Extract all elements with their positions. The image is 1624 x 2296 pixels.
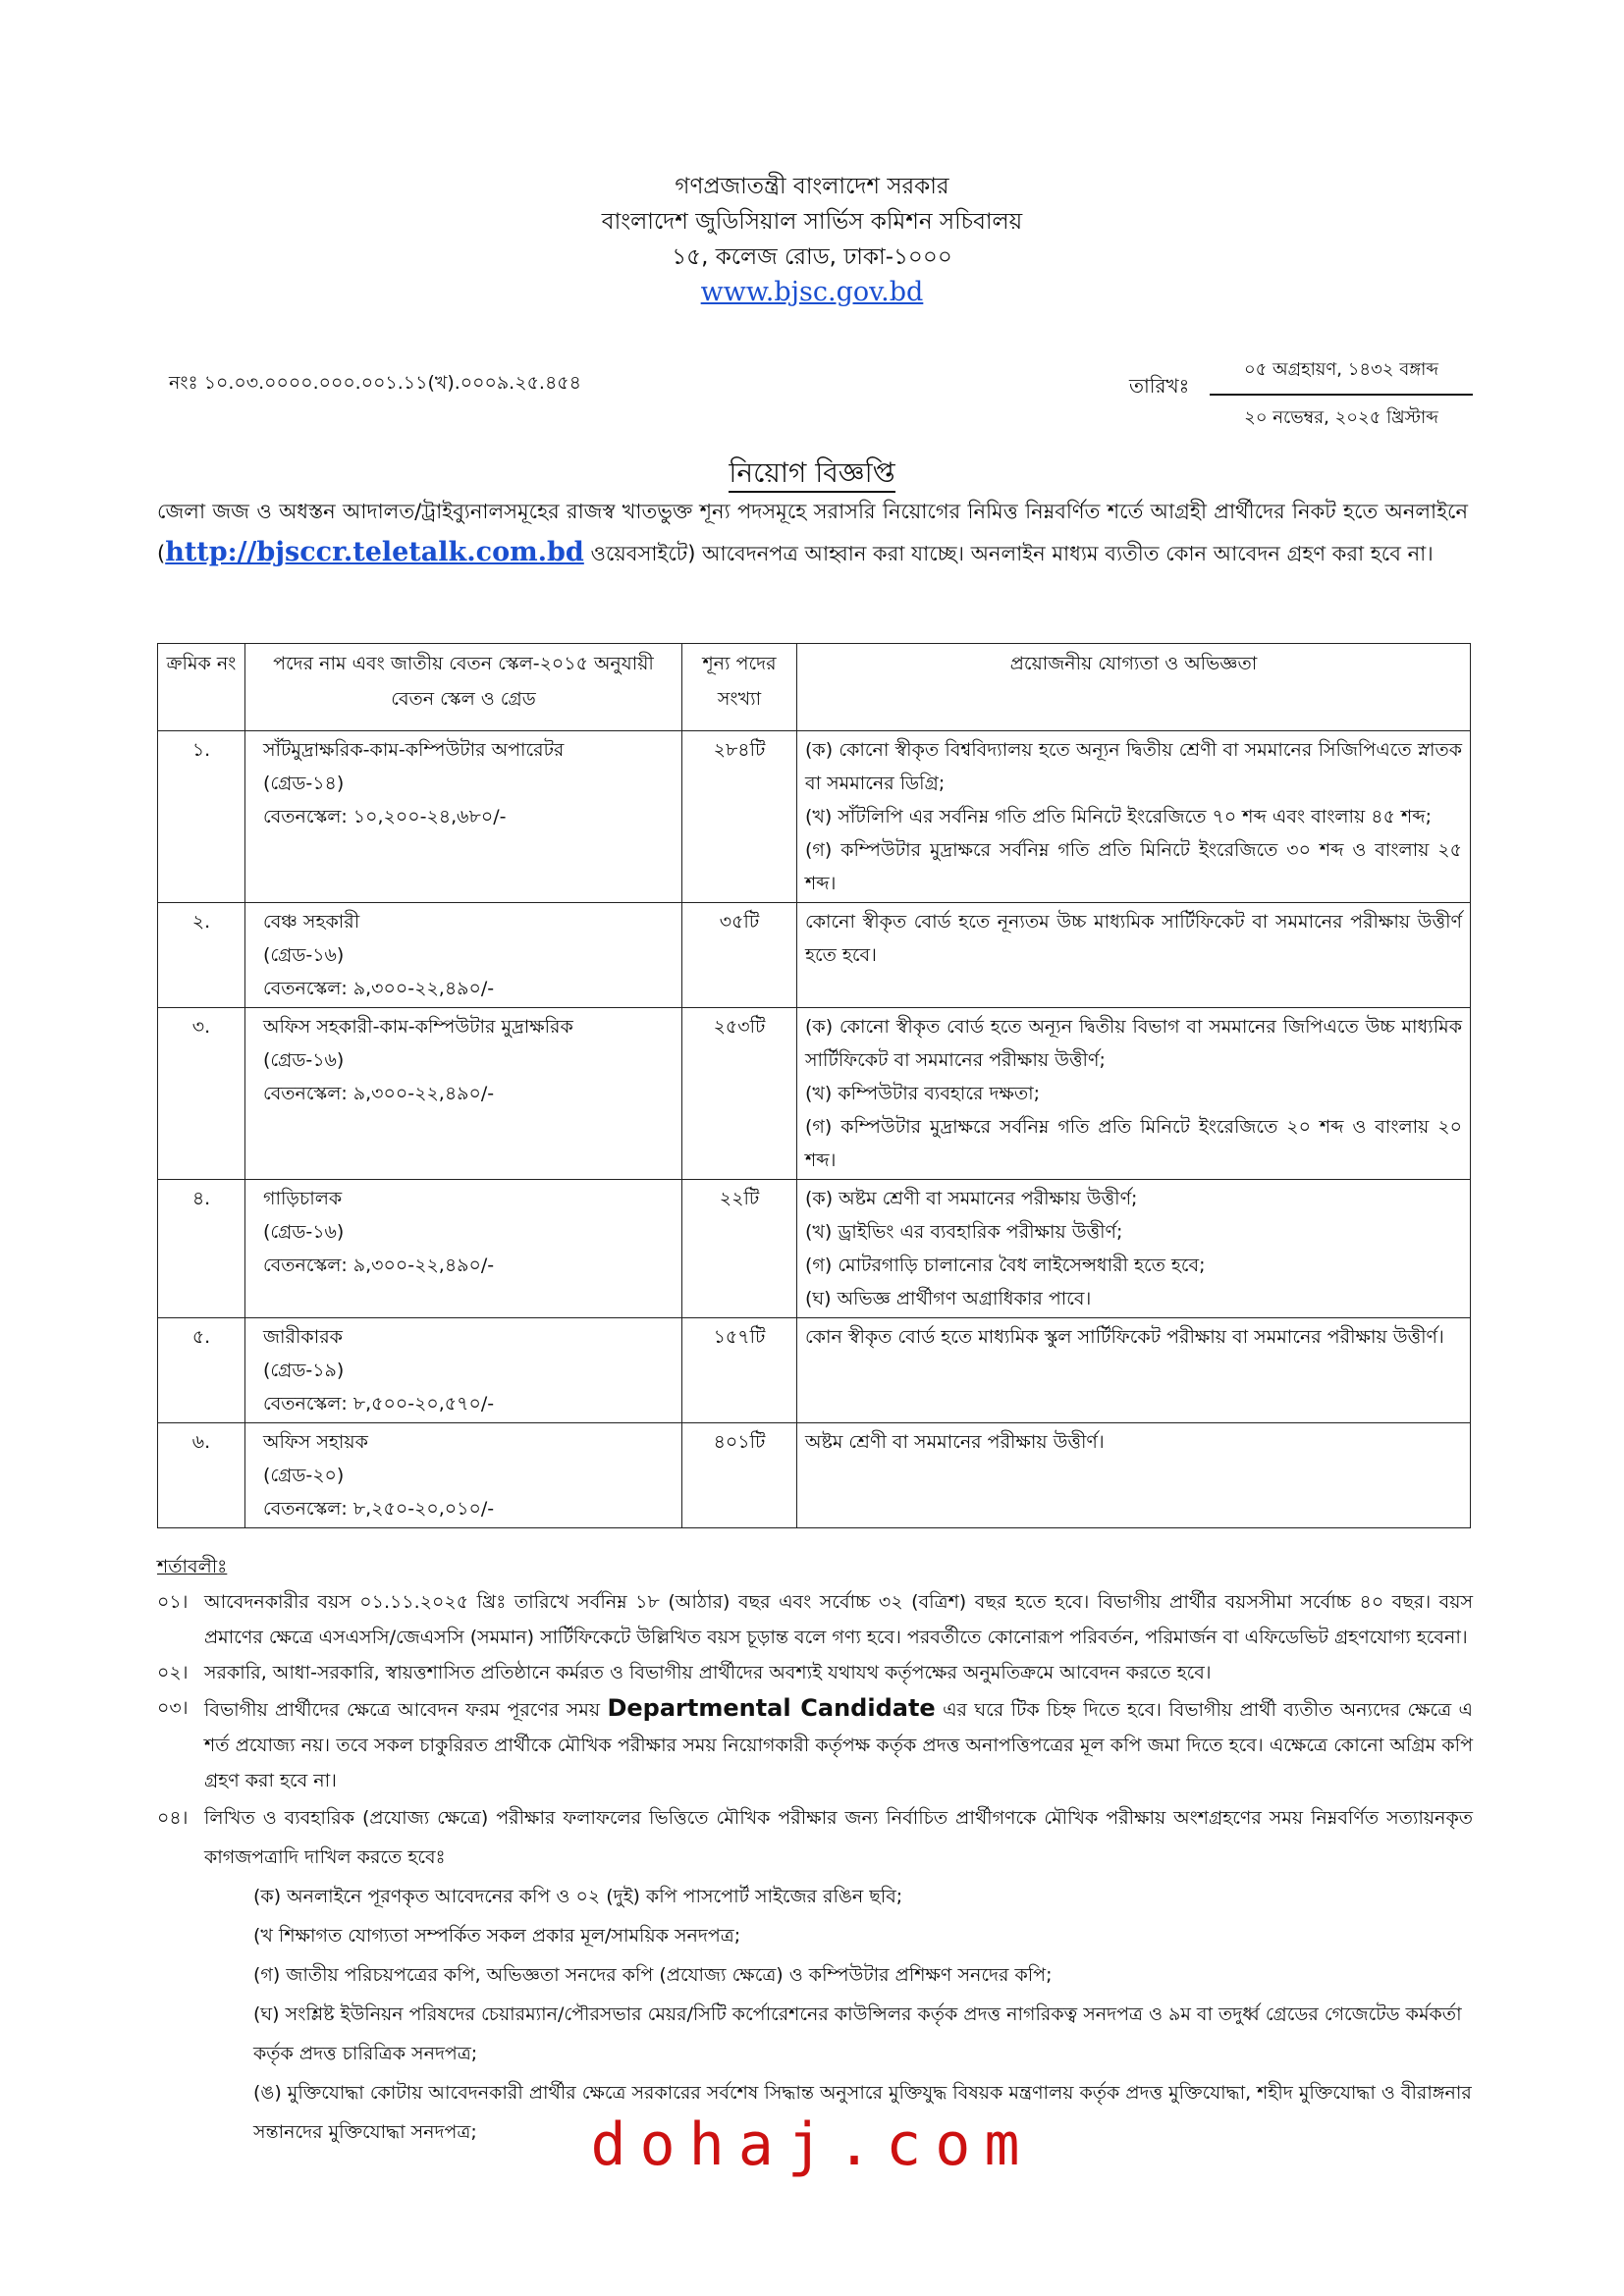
term-item [157,1798,1473,1877]
row-vacancy-count: ২৫৩টি [682,1008,797,1180]
row-serial: ৪. [158,1180,245,1318]
post-name: সাঁটমুদ্রাক্ষরিক-কাম-কম্পিউটার অপারেটর [263,739,565,761]
term-text: সরকারি, আধা-সরকারি, স্বায়ত্তশাসিত প্রতিষ্ঠানে কর্মরত ও বিভাগীয় প্রার্থীদের অবশ্যই যথাযথ কর্তৃপক্ষের অনুমতিক্রমে আবেদন করতে হবে। [204,1662,1212,1683]
row-vacancy-count: ১৫৭টি [682,1318,797,1423]
table-row [158,903,1471,1008]
row-serial: ২. [158,903,245,1008]
post-scale: বেতনস্কেল: ৯,৩০০-২২,৪৯০/- [263,1083,495,1104]
term-text: লিখিত ও ব্যবহারিক (প্রযোজ্য ক্ষেত্রে) পরীক্ষার ফলাফলের ভিত্তিতে মৌখিক পরীক্ষার জন্য নির্বাচিত প্রার্থীগণকে মৌখিক পরীক্ষায় অংশগ্রহণের সময় নিম্নবর্ণিত সত্যায়নকৃত কাগজপত্রাদি দাখিল করতে হবেঃ [204,1807,1473,1868]
row-vacancy-count: ২২টি [682,1180,797,1318]
office-name: বাংলাদেশ জুডিসিয়াল সার্ভিস কমিশন সচিবালয় [601,209,1023,235]
row-qualifications [797,903,1471,1008]
qualification-item: কোনো স্বীকৃত বোর্ড হতে নূন্যতম উচ্চ মাধ্যমিক সার্টিফিকেট বা সমমানের পরীক্ষায় উত্তীর্ণ হতে হবে। [805,911,1462,966]
post-name: বেঞ্চ সহকারী [263,911,360,933]
row-serial: ৫. [158,1318,245,1423]
qualification-item: কোন স্বীকৃত বোর্ড হতে মাধ্যমিক স্কুল সার্টিফিকেট পরীক্ষায় বা সমমানের পরীক্ষায় উত্তীর্ণ। [805,1326,1444,1348]
post-name: জারীকারক [263,1326,343,1348]
table-row [158,731,1471,903]
row-qualifications [797,731,1471,903]
post-name: অফিস সহকারী-কাম-কম্পিউটার মুদ্রাক্ষরিক [263,1016,573,1038]
post-grade: (গ্রেড-১৬) [263,944,345,966]
govt-name: গণপ্রজাতন্ত্রী বাংলাদেশ সরকার [675,174,949,199]
qualification-item: (ক) কোনো স্বীকৃত বোর্ড হতে অন্যূন দ্বিতীয় বিভাগ বা সমমানের জিপিএতে উচ্চ মাধ্যমিক সার্টিফিকেট বা সমমানের পরীক্ষায় উত্তীর্ণ; [805,1016,1462,1071]
table-row [158,1318,1471,1423]
row-post [245,1423,682,1528]
term-number: ০৩। [157,1697,189,1719]
col-header-count: শূন্য পদের সংখ্যা [682,644,797,731]
post-grade: (গ্রেড-২০) [263,1465,345,1486]
post-scale: বেতনস্কেল: ৯,৩০০-২২,৪৯০/- [263,978,495,999]
intro-paragraph [157,491,1468,574]
table-row [158,1180,1471,1318]
row-post [245,1180,682,1318]
qualification-item: (গ) কম্পিউটার মুদ্রাক্ষরে সর্বনিম্ন গতি প্রতি মিনিটে ইংরেজিতে ৩০ শব্দ ও বাংলায় ২৫ শব্দ। [805,839,1462,894]
term-item [157,1655,1473,1690]
row-post [245,903,682,1008]
row-vacancy-count: ৪০১টি [682,1423,797,1528]
departmental-candidate-label: Departmental Candidate [607,1694,936,1722]
document-item: (ঙ) মুক্তিযোদ্ধা কোটায় আবেদনকারী প্রার্থীর ক্ষেত্রে সরকারের সর্বশেষ সিদ্ধান্ত অনুসারে মুক্তিযুদ্ধ বিষয়ক মন্ত্রণালয় কর্তৃক প্রদত্ত মুক্তিযোদ্ধা, শহীদ মুক্তিযোদ্ধা ও বীরাঙ্গনার সন্তানদের মুক্তিযোদ্ধা সনদপত্র; [253,2082,1472,2143]
row-qualifications [797,1008,1471,1180]
post-scale: বেতনস্কেল: ৮,২৫০-২০,০১০/- [263,1498,495,1520]
term-number: ০৪। [157,1807,189,1829]
qualification-item: (ক) কোনো স্বীকৃত বিশ্ববিদ্যালয় হতে অন্যূন দ্বিতীয় শ্রেণী বা সমমানের সিজিপিএতে স্নাতক বা সমমানের ডিগ্রি; [805,739,1462,794]
row-post [245,1318,682,1423]
post-scale: বেতনস্কেল: ৯,৩০০-২২,৪৯০/- [263,1255,495,1276]
term-item [157,1584,1473,1655]
post-grade: (গ্রেড-১৯) [263,1360,345,1381]
row-qualifications [797,1423,1471,1528]
post-scale: বেতনস্কেল: ৮,৫০০-২০,৫৭০/- [263,1393,495,1415]
row-post [245,731,682,903]
row-post [245,1008,682,1180]
term-text: আবেদনকারীর বয়স ০১.১১.২০২৫ খ্রিঃ তারিখে সর্বনিম্ন ১৮ (আঠার) বছর এবং সর্বোচ্চ ৩২ (বত্রিশ) বছর হতে হবে। বিভাগীয় প্রার্থীর বয়সসীমা সর্বোচ্চ ৪০ বছর। বয়স প্রমাণের ক্ষেত্রে এসএসসি/জেএসসি (সমমান) সার্টিফিকেটে উল্লিখিত বয়স চূড়ান্ত বলে গণ্য হবে। পরবর্তীতে কোনোরূপ পরিবর্তন, পরিমার্জন বা এফিডেভিট গ্রহণযোগ্য হবেনা। [204,1591,1473,1648]
qualification-item: (ঘ) অভিজ্ঞ প্রার্থীগণ অগ্রাধিকার পাবে। [805,1288,1092,1309]
document-item: (গ) জাতীয় পরিচয়পত্রের কপি, অভিজ্ঞতা সনদের কপি (প্রযোজ্য ক্ষেত্রে) ও কম্পিউটার প্রশিক্ষণ সনদের কপি; [253,1964,1053,1986]
post-grade: (গ্রেড-১৪) [263,773,345,794]
row-qualifications [797,1180,1471,1318]
qualification-item: (ক) অষ্টম শ্রেণী বা সমমানের পরীক্ষায় উত্তীর্ণ; [805,1188,1138,1209]
notice-title-text: নিয়োগ বিজ্ঞপ্তি [729,456,894,493]
watermark: dohaj.com [590,2110,1034,2179]
col-header-serial: ক্রমিক নং [158,644,245,731]
term-number: ০১। [157,1591,189,1613]
post-scale: বেতনস্কেল: ১০,২০০-২৪,৬৮০/- [263,806,507,828]
term-text: এর ঘরে টিক চিহ্ন দিতে হবে। বিভাগীয় প্রার্থী ব্যতীত অন্যদের ক্ষেত্রে এ শর্ত প্রযোজ্য নয়। তবে সকল চাকুরিরত প্রার্থীকে মৌখিক পরীক্ষার সময় নিয়োগকারী কর্তৃপক্ষ কর্তৃক প্রদত্ত অনাপত্তিপত্রের মূল কপি জমা দিতে হবে। এক্ষেত্রে কোনো অগ্রিম কপি গ্রহণ করা হবে না। [204,1699,1473,1791]
document-item: (ক) অনলাইনে পূরণকৃত আবেদনের কপি ও ০২ (দুই) কপি পাসপোর্ট সাইজের রঙিন ছবি; [253,1886,903,1907]
date-block [1210,353,1473,434]
row-serial: ৬. [158,1423,245,1528]
qualification-item: (খ) সাঁটলিপি এর সর্বনিম্ন গতি প্রতি মিনিটে ইংরেজিতে ৭০ শব্দ এবং বাংলায় ৪৫ শব্দ; [805,806,1432,828]
qualification-item: (গ) মোটরগাড়ি চালানোর বৈধ লাইসেন্সধারী হতে হবে; [805,1255,1206,1276]
intro-text-before: জেলা জজ ও অধস্তন আদালত/ট্রাইব্যুনালসমূহের রাজস্ব খাতভুক্ত শূন্য পদসমূহে সরাসরি নিয়োগের নিমিত্ত নিম্নবর্ণিত শর্তে আগ্রহী প্রার্থীদের নিকট হতে অনলাইনে ( [157,500,1468,565]
row-qualifications [797,1318,1471,1423]
row-serial: ৩. [158,1008,245,1180]
terms-title: শর্তাবলীঃ [157,1556,228,1577]
date-label: তারিখঃ [1129,374,1190,398]
table-row [158,1008,1471,1180]
qualification-item: অষ্টম শ্রেণী বা সমমানের পরীক্ষায় উত্তীর্ণ। [805,1431,1105,1453]
qualification-item: (খ) কম্পিউটার ব্যবহারে দক্ষতা; [805,1083,1041,1104]
table-header-row [158,644,1471,731]
office-address: ১৫, কলেজ রোড, ঢাকা-১০০০ [672,244,952,270]
row-serial: ১. [158,731,245,903]
post-grade: (গ্রেড-১৬) [263,1049,345,1071]
intro-text-after: ওয়েবসাইটে) আবেদনপত্র আহ্বান করা যাচ্ছে। অনলাইন মাধ্যম ব্যতীত কোন আবেদন গ্রহণ করা হবে না। [583,542,1434,565]
website-link[interactable]: www.bjsc.gov.bd [700,277,924,307]
post-name: অফিস সহায়ক [263,1431,368,1453]
date-english: ২০ নভেম্বর, ২০২৫ খ্রিস্টাব্দ [1244,407,1438,428]
row-vacancy-count: ৩৫টি [682,903,797,1008]
qualification-item: (গ) কম্পিউটার মুদ্রাক্ষরে সর্বনিম্ন গতি প্রতি মিনিটে ইংরেজিতে ২০ শব্দ ও বাংলায় ২০ শব্দ। [805,1116,1462,1171]
document-item: (ঘ) সংশ্লিষ্ট ইউনিয়ন পরিষদের চেয়ারম্যান/পৌরসভার মেয়র/সিটি কর্পোরেশনের কাউন্সিলর কর্তৃক প্রদত্ত নাগরিকত্ব সনদপত্র ও ৯ম বা তদুর্ধ্ব গ্রেডের গেজেটেড কর্মকর্তা কর্তৃক প্রদত্ত চারিত্রিক সনদপত্র; [253,2003,1462,2064]
terms-section [157,1549,1473,2152]
col-header-post: পদের নাম এবং জাতীয় বেতন স্কেল-২০১৫ অনুযায়ী বেতন স্কেল ও গ্রেড [245,644,682,731]
vacancy-table [157,643,1471,1528]
term-item [157,1690,1473,1798]
qualification-item: (খ) ড্রাইভিং এর ব্যবহারিক পরীক্ষায় উত্তীর্ণ; [805,1221,1123,1243]
table-row [158,1423,1471,1528]
letterhead [0,169,1624,310]
term-number: ০২। [157,1662,189,1683]
term-text: বিভাগীয় প্রার্থীদের ক্ষেত্রে আবেদন ফরম পূরণের সময় [204,1699,608,1721]
memo-number: নংঃ ১০.০৩.০০০০.০০০.০০১.১১(খ).০০০৯.২৫.৪৫৪ [169,372,581,394]
post-name: গাড়িচালক [263,1188,343,1209]
document-item: (খ শিক্ষাগত যোগ্যতা সম্পর্কিত সকল প্রকার মূল/সাময়িক সনদপত্র; [253,1925,741,1947]
row-vacancy-count: ২৮৪টি [682,731,797,903]
date-bangla: ০৫ অগ্রহায়ণ, ১৪৩২ বঙ্গাব্দ [1210,353,1473,396]
post-grade: (গ্রেড-১৬) [263,1221,345,1243]
col-header-qualification: প্রয়োজনীয় যোগ্যতা ও অভিজ্ঞতা [797,644,1471,731]
application-link[interactable]: http://bjsccr.teletalk.com.bd [165,537,584,567]
